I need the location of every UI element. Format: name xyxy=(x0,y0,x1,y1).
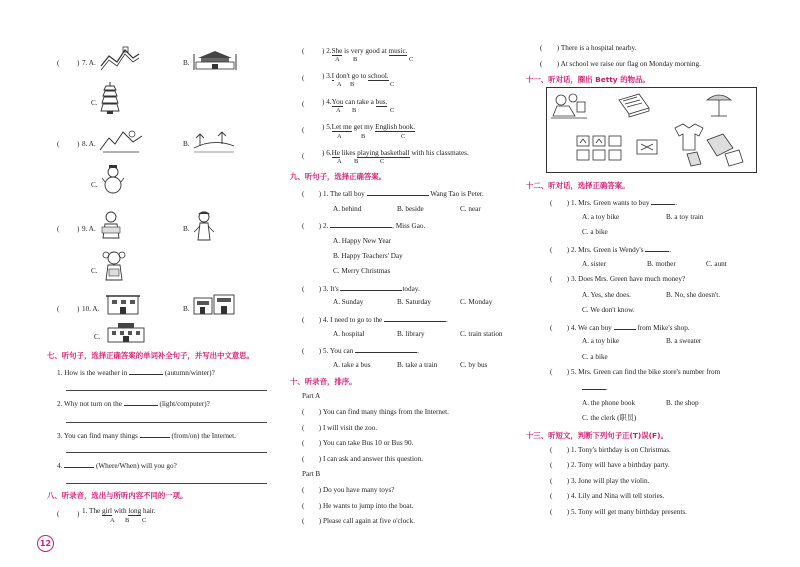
paren-open: ( xyxy=(302,47,305,55)
option[interactable]: A. a toy bike xyxy=(582,213,620,221)
option-b-mark: B xyxy=(352,107,357,114)
answer-line[interactable] xyxy=(66,390,267,391)
option-c-mark: C xyxy=(142,517,147,524)
building-icon xyxy=(104,292,142,316)
sec12-item-5-blank: . xyxy=(582,382,608,393)
section-7-title: 七、听句子，选择正确答案的单词补全句子，并写出中文意思。 xyxy=(47,351,254,360)
option[interactable]: C. by bus xyxy=(460,361,488,369)
q9-c-label: C. xyxy=(91,267,98,275)
sec7-item-2: 2. Why not turn on the (light/computer)? xyxy=(57,400,210,408)
paren-open: ( xyxy=(57,305,60,313)
section-10-title: 十、听录音，排序。 xyxy=(290,377,357,386)
option-a-mark: A xyxy=(335,56,340,63)
section-13-title: 十三、听短文，判断下列句子正(T)误(F)。 xyxy=(526,431,668,440)
hospital-building-icon xyxy=(104,322,148,344)
sec7-item-1: 1. How is the weather in (autumn/winter)? xyxy=(57,369,215,377)
part-a-label: Part A xyxy=(302,392,321,400)
paren-open: ( xyxy=(302,126,305,134)
section-11-title: 十一、听对话，圈出 Betty 的物品。 xyxy=(526,75,650,84)
books-icon xyxy=(619,94,649,117)
sec8-item-3: ) 3.I don't go to school. xyxy=(322,72,389,80)
option-c-mark: C xyxy=(380,158,385,165)
sec9-item-1: ( ) 1. The tall boy Wang Tao is Peter. xyxy=(302,190,484,198)
q8-b-label: B. xyxy=(183,140,190,148)
answer-line[interactable] xyxy=(66,483,267,484)
option-b-mark: B xyxy=(125,517,130,524)
pictures-icon xyxy=(577,136,621,160)
option[interactable]: A. a toy bike xyxy=(582,337,620,345)
option-a-mark: A xyxy=(337,133,342,140)
paren-open: ( xyxy=(57,510,60,518)
part-b-item: ( ) Do you have many toys? xyxy=(302,486,395,494)
q10-c-label: C. xyxy=(94,333,101,341)
sec12-item-2: ( ) 2. Mrs. Green is Wendy's . xyxy=(550,246,672,254)
betty-items-box[interactable] xyxy=(546,87,757,173)
sec12-item-4: ( ) 4. We can buy from Mike's shop. xyxy=(550,324,690,332)
tf-item: ( ) 3. Jone will play the violin. xyxy=(550,477,650,485)
sec8-item-5: ) 5.Let me get my English book. xyxy=(322,123,416,131)
tf-item: ( ) 4. Lily and Nina will tell stories. xyxy=(550,492,665,500)
sec7-item-3: 3. You can find many things (from/on) the Internet. xyxy=(57,432,236,440)
q9-b-label: B. xyxy=(183,225,190,233)
top-item: ( ) At school we raise our flag on Monday morning. xyxy=(540,60,701,68)
option[interactable]: A. sister xyxy=(582,260,606,268)
q7-label: 7. A. xyxy=(82,59,96,67)
sec12-item-3: ( ) 3. Does Mrs. Green have much money? xyxy=(550,275,686,283)
toys-icon xyxy=(551,94,587,118)
option-b-mark: B xyxy=(350,81,355,88)
option-c-mark: C xyxy=(390,107,395,114)
q8-label: 8. A. xyxy=(82,140,96,148)
shops-icon xyxy=(192,292,236,318)
paren-open: ( xyxy=(57,140,60,148)
option[interactable]: A. the phone book xyxy=(582,399,636,407)
option[interactable]: C. We don't know. xyxy=(582,306,635,314)
option[interactable]: B. library xyxy=(397,330,425,338)
section-12-title: 十二、听对话，选择正确答案。 xyxy=(526,181,630,190)
q7-c-label: C. xyxy=(91,99,98,107)
option-a-mark: A xyxy=(110,517,115,524)
paren-open: ( xyxy=(57,225,60,233)
option-b-mark: B xyxy=(354,158,359,165)
clothes-icon xyxy=(675,124,743,166)
paren-open: ( xyxy=(302,74,305,82)
option-b-mark: B xyxy=(361,133,366,140)
option[interactable]: A. behind xyxy=(333,205,362,213)
snowman-icon xyxy=(102,164,124,196)
sec8-item-2: ) 2.She is very good at music. xyxy=(322,47,408,55)
part-b-label: Part B xyxy=(302,470,321,478)
paren-open: ( xyxy=(57,59,60,67)
paren-open: ( xyxy=(302,152,305,160)
option[interactable]: B. No, she doesn't. xyxy=(666,291,721,299)
option-b-mark: B xyxy=(353,56,358,63)
q10-b-label: B. xyxy=(183,305,190,313)
option[interactable]: A. hospital xyxy=(333,330,365,338)
sec9-item-2: ( ) 2. , Miss Gao. xyxy=(302,222,426,230)
top-item: ( ) There is a hospital nearby. xyxy=(540,44,637,52)
part-b-item: ( ) He wants to jump into the boat. xyxy=(302,502,414,510)
sec8-item-6: ) 6.He likes playing basketball with his classmates. xyxy=(322,149,469,157)
option[interactable]: A. take a bus xyxy=(333,361,371,369)
option[interactable]: A. Sunday xyxy=(333,298,364,306)
option-c-mark: C xyxy=(409,56,414,63)
sec7-item-4: 4. (Where/When) will you go? xyxy=(57,462,177,470)
option[interactable]: C. Monday xyxy=(460,298,493,306)
option-a-mark: A xyxy=(337,158,342,165)
sec12-item-5: ( ) 5. Mrs. Green can find the bike store's number from xyxy=(550,368,721,376)
sec8-item-4: ) 4.You can take a bus. xyxy=(322,98,388,106)
option[interactable]: C. train station xyxy=(460,330,503,338)
option[interactable]: A. Happy New Year xyxy=(333,237,392,245)
q10-label: 10. A. xyxy=(82,305,100,313)
sec9-item-3: ( ) 3. It's today. xyxy=(302,285,420,293)
tf-item: ( ) 5. Tony will get many birthday presents. xyxy=(550,508,687,516)
option[interactable]: B. a sweater xyxy=(666,337,702,345)
answer-line[interactable] xyxy=(66,452,267,453)
girl-standing-icon xyxy=(192,210,216,242)
option-a-mark: A xyxy=(337,81,342,88)
option-c-mark: C xyxy=(390,81,395,88)
great-wall-icon xyxy=(99,44,141,72)
sec9-item-4: ( ) 4. I need to go to the . xyxy=(302,316,448,324)
paren-close: ) xyxy=(77,140,80,148)
answer-line[interactable] xyxy=(66,422,267,423)
person-reading-icon xyxy=(99,210,125,240)
snowy-trees-icon xyxy=(192,128,236,154)
tf-item: ( ) 1. Tony's birthday is on Christmas. xyxy=(550,446,671,454)
sec12-item-1: ( ) 1. Mrs. Green wants to buy . xyxy=(550,199,678,207)
part-b-item: ( ) Please call again at five o'clock. xyxy=(302,517,415,525)
q8-c-label: C. xyxy=(91,181,98,189)
sec9-item-5: ( ) 5. You can . xyxy=(302,347,419,355)
part-a-item: ( ) I will visit the zoo. xyxy=(302,424,378,432)
paren-close: ) xyxy=(77,305,80,313)
betty-items-illustration xyxy=(547,88,756,172)
option[interactable]: B. mother xyxy=(647,260,676,268)
part-a-item: ( ) I can ask and answer this question. xyxy=(302,455,423,463)
option[interactable]: B. take a train xyxy=(397,361,438,369)
option[interactable]: B. beside xyxy=(397,205,424,213)
option-a-mark: A xyxy=(336,107,341,114)
part-a-item: ( ) You can take Bus 10 or Bus 90. xyxy=(302,439,414,447)
paren-open: ( xyxy=(302,100,305,108)
tiananmen-icon xyxy=(192,48,238,72)
section-9-title: 九、听句子，选择正确答案。 xyxy=(290,172,387,181)
sec8-item-1: 1. The girl with long hair. xyxy=(82,507,156,515)
paren-close: ) xyxy=(77,225,80,233)
option[interactable]: B. Saturday xyxy=(397,298,431,306)
option[interactable]: A. Yes, she does. xyxy=(582,291,631,299)
girl-with-book-icon xyxy=(101,250,127,282)
page-number: 12 xyxy=(37,535,54,552)
option[interactable]: C. Merry Christmas xyxy=(333,267,391,275)
part-a-item: ( ) You can find many things from the Internet. xyxy=(302,408,449,416)
q7-b-label: B. xyxy=(183,59,190,67)
tf-item: ( ) 2. Tony will have a birthday party. xyxy=(550,461,670,469)
option[interactable]: B. a toy train xyxy=(666,213,704,221)
option[interactable]: B. Happy Teachers' Day xyxy=(333,252,403,260)
option-c-mark: C xyxy=(401,133,406,140)
q9-label: 9. A. xyxy=(82,225,96,233)
option[interactable]: B. the shop xyxy=(666,399,699,407)
option[interactable]: C. near xyxy=(460,205,481,213)
mountain-scene-icon xyxy=(99,128,143,154)
option[interactable]: C. aunt xyxy=(706,260,727,268)
section-8-title: 八、听录音，选出与所听内容不同的一项。 xyxy=(47,491,188,500)
lamp-icon xyxy=(707,95,731,116)
option[interactable]: C. a bike xyxy=(582,228,608,236)
option[interactable]: C. a bike xyxy=(582,353,608,361)
tools-icon xyxy=(637,140,657,154)
paren-close: ) xyxy=(77,510,80,518)
option[interactable]: C. the clerk (职员) xyxy=(582,414,637,422)
paren-close: ) xyxy=(77,59,80,67)
pagoda-icon xyxy=(100,81,120,115)
